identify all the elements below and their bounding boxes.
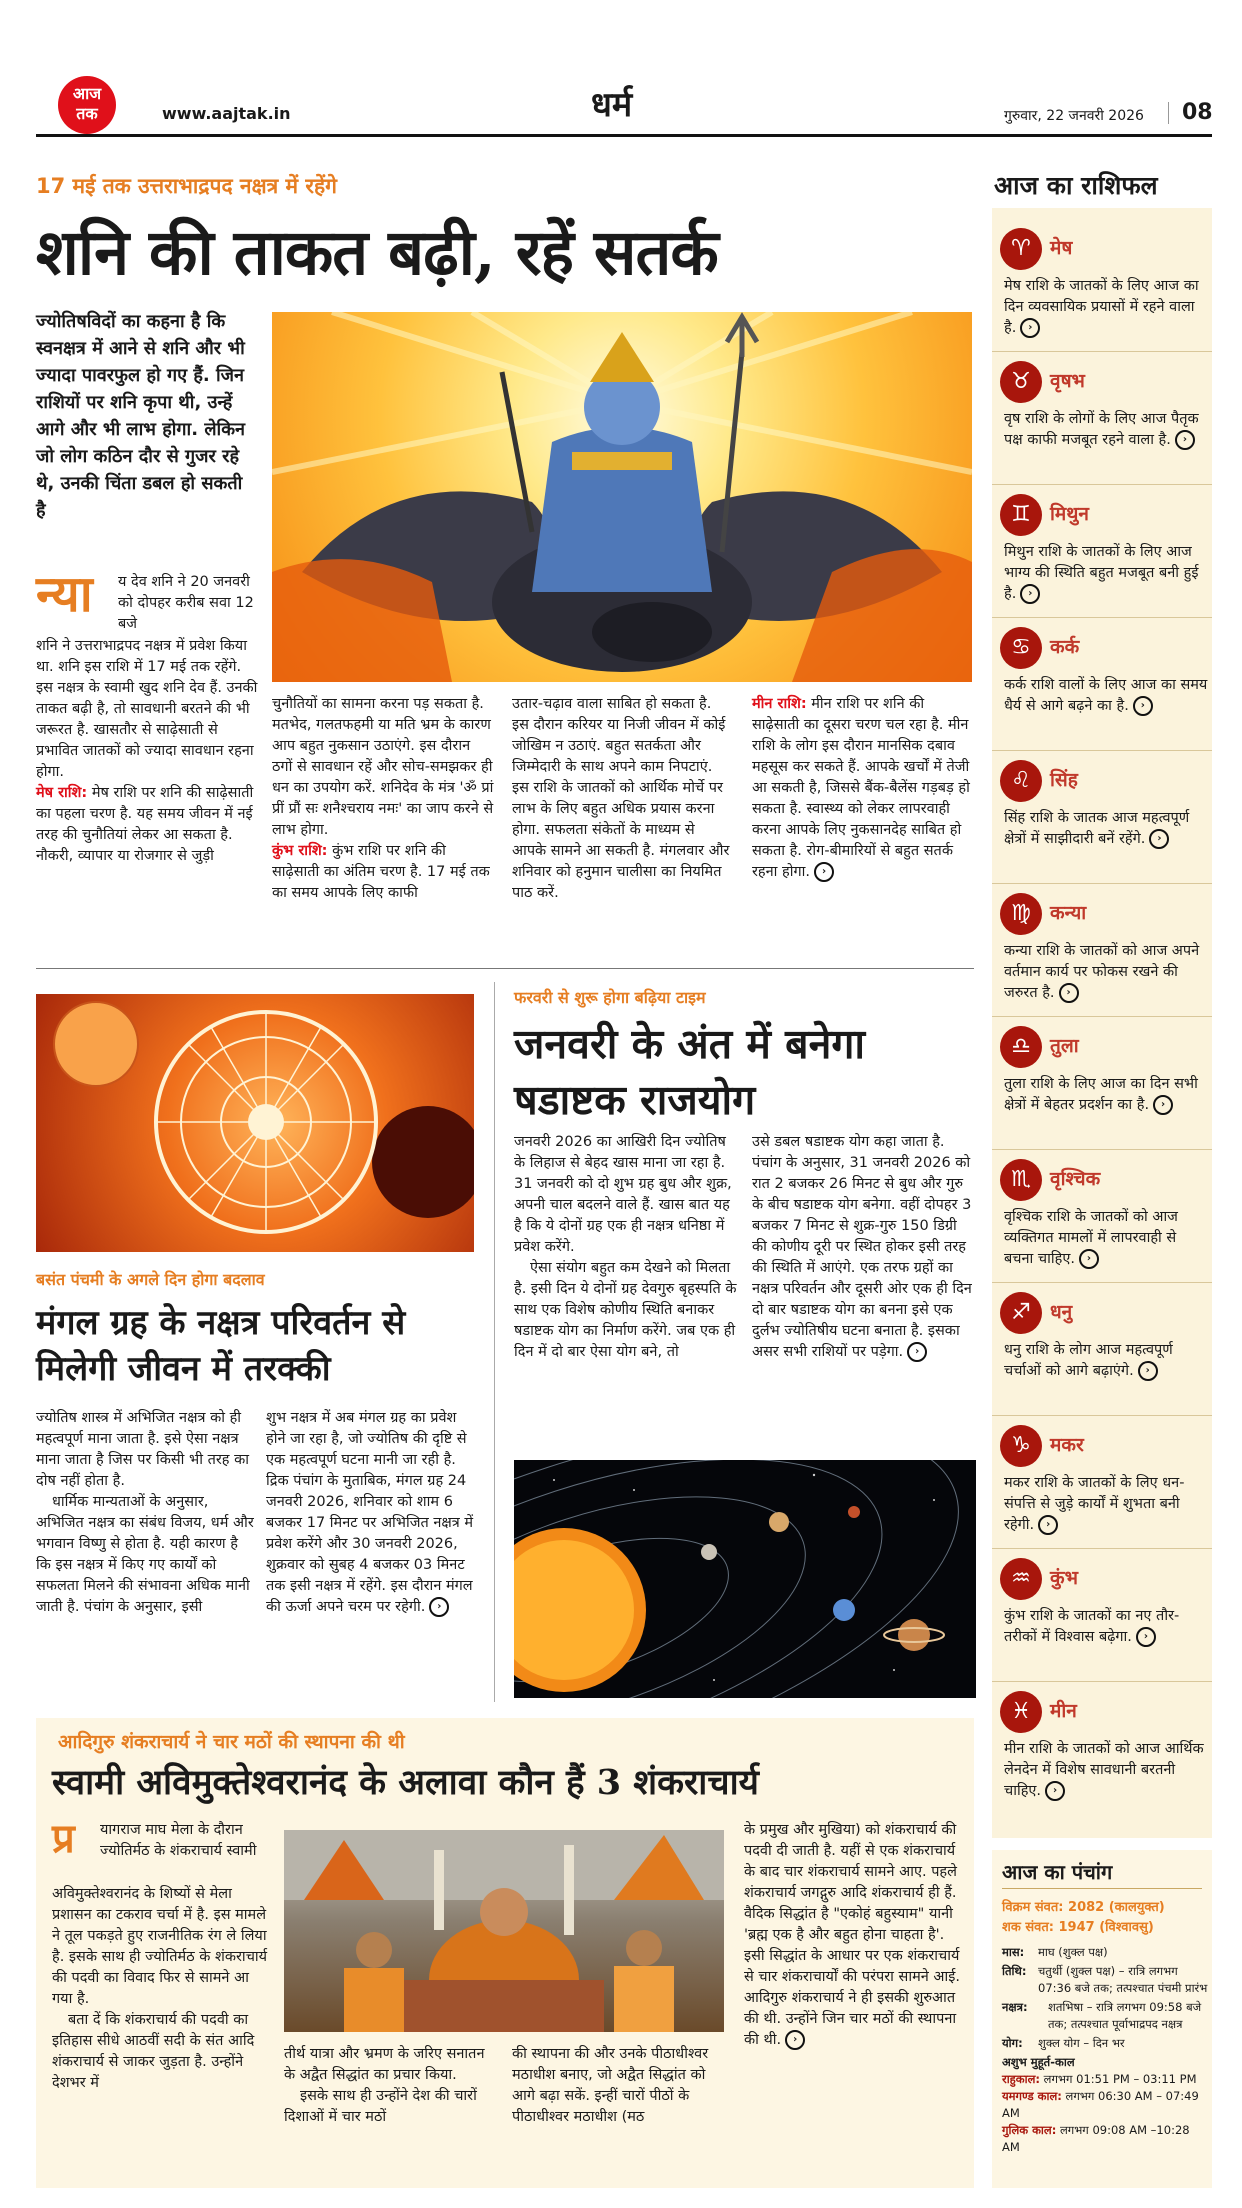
- issue-date: गुरुवार, 22 जनवरी 2026: [1004, 108, 1144, 124]
- read-more-icon[interactable]: ›: [1020, 318, 1040, 338]
- panchang-samvat: विक्रम संवत: 2082 (कालयुक्त) शक संवत: 1947 (विश्वावसु): [1002, 1900, 1165, 1935]
- read-more-icon[interactable]: ›: [1136, 1627, 1156, 1647]
- aajtak-logo[interactable]: आज तक: [58, 76, 116, 134]
- rashi-separator: [992, 1415, 1212, 1416]
- zodiac-icon: ♑: [1000, 1425, 1042, 1467]
- read-more-icon[interactable]: ›: [1038, 1515, 1058, 1535]
- read-more-icon[interactable]: ›: [429, 1597, 449, 1617]
- rashi-text: सिंह राशि के जातक आज महत्वपूर्ण क्षेत्रों में साझीदारी बनें रहेंगे. ›: [1004, 810, 1190, 847]
- rashifal-title: आज का राशिफल: [994, 171, 1158, 200]
- panchang-title: आज का पंचांग: [1002, 1860, 1113, 1884]
- lead-column-2: चुनौतियों का सामना करना पड़ सकता है. मतभेद, गलतफहमी या मति भ्रम के कारण आप बहुत नुकसान उठाएंगे. इस दौरान ठगों से सावधान रहें और सोच-समझकर ही धन का उपयोग करें. शनिदेव के मंत्र 'ॐ प्रां प्रीं प्रौं सः शनैश्चराय नमः' का जाप करने से लाभ होगा. कुंभ राशि: कुंभ राशि पर शनि की साढ़ेसाती का अंतिम चरण है. 17 मई तक का समय आपके लिए काफी: [272, 696, 494, 901]
- section-title: धर्म: [591, 85, 633, 125]
- read-more-icon[interactable]: ›: [1138, 1361, 1158, 1381]
- solar-system-image: [514, 1460, 976, 1698]
- website-url[interactable]: www.aajtak.in: [162, 104, 291, 123]
- zodiac-icon: ♍: [1000, 893, 1042, 935]
- read-more-icon[interactable]: ›: [1079, 1249, 1099, 1269]
- page-number: 08: [1182, 100, 1213, 125]
- read-more-icon[interactable]: ›: [907, 1342, 927, 1362]
- rashi-name: मकर: [1050, 1434, 1084, 1456]
- rashi-name: कर्क: [1050, 636, 1080, 658]
- read-more-icon[interactable]: ›: [1153, 1095, 1173, 1115]
- rashi-separator: [992, 351, 1212, 352]
- rashi-text: वृश्चिक राशि के जातकों को आज व्यक्तिगत मामलों में लापरवाही से बचना चाहिए. ›: [1004, 1209, 1178, 1267]
- read-more-icon[interactable]: ›: [1133, 696, 1153, 716]
- rashi-name: वृषभ: [1050, 370, 1085, 392]
- mangal-kicker: बसंत पंचमी के अगले दिन होगा बदलाव: [36, 1270, 265, 1289]
- rashi-separator: [992, 1681, 1212, 1682]
- rashi-text: कुंभ राशि के जातकों का नए तौर-तरीकों में विश्वास बढ़ेगा. ›: [1004, 1608, 1180, 1645]
- masthead: [36, 72, 1212, 138]
- rashi-name: मेष: [1050, 237, 1073, 259]
- zodiac-icon: ♉: [1000, 361, 1042, 403]
- rashi-name: तुला: [1050, 1035, 1079, 1057]
- rashi-text: धनु राशि के लोग आज महत्वपूर्ण चर्चाओं को आगे बढ़ाएंगे. ›: [1004, 1342, 1173, 1379]
- rashi-separator: [992, 617, 1212, 618]
- shankar-dropcap: प्र: [52, 1815, 75, 1862]
- zodiac-icon: ♈: [1000, 228, 1042, 270]
- lead-dropcap: न्या: [36, 564, 93, 623]
- lead-dropcap-text: य देव शनि ने 20 जनवरी को दोपहर करीब सवा 12 बजे: [118, 574, 254, 632]
- panchang-details: मास: माघ (शुक्ल पक्ष) तिथि: चतुर्थी (शुक्ल पक्ष) – रात्रि लगभग 07:36 बजे तक; तत्पश्चात पंचमी प्रारंभ नक्षत्र: शतभिषा – रात्रि लगभग 09:58 बजे तक; तत्पश्चात पूर्वाभाद्रपद नक्षत्र योग: शुक्ल योग – दिन भर अशुभ मुहूर्त-काल राहुकाल: लगभग 01:51 PM – 03:11 PM यमगण्ड काल: लगभग 06:30 AM – 07:49 AM गुलिक काल: लगभग 09:08 AM –10:28 AM: [1002, 1945, 1208, 2154]
- rashi-text: वृष राशि के लोगों के लिए आज पैतृक पक्ष काफी मजबूत रहने वाला है. ›: [1004, 411, 1199, 448]
- rashi-name: मिथुन: [1050, 503, 1089, 525]
- rajyog-kicker: फरवरी से शुरू होगा बढ़िया टाइम: [514, 988, 706, 1007]
- rashi-name: कुंभ: [1050, 1567, 1078, 1589]
- lead-kicker: 17 मई तक उत्तराभाद्रपद नक्षत्र में रहेंगे: [36, 174, 337, 198]
- shankar-dropcap-text: यागराज माघ मेला के दौरान ज्योतिर्मठ के शंकराचार्य स्वामी: [100, 1822, 257, 1859]
- read-more-icon[interactable]: ›: [1059, 983, 1079, 1003]
- rashi-separator: [992, 1016, 1212, 1017]
- lead-column-3: उतार-चढ़ाव वाला साबित हो सकता है. इस दौरान करियर या निजी जीवन में कोई जोखिम न उठाएं. बहुत सतर्कता और जिम्मेदारी के साथ अपने काम निपटाएं. इस राशि के जातकों को आर्थिक मोर्चे पर लाभ के लिए बहुत अधिक प्रयास करना होगा. सफलता संकेतों के माध्यम से आपके सामने आ सकती है. मंगलवार और शनिवार को हनुमान चालीसा का नियमित पाठ करें.: [512, 696, 730, 901]
- shankar-column-3: की स्थापना की और उनके पीठाधीश्वर मठाधीश बनाए, जो अद्वैत सिद्धांत को आगे बढ़ा सकें. इन्हीं चारों पीठों के पीठाधीश्वर मठाधीश (मठ: [512, 2046, 709, 2125]
- rashi-separator: [992, 1282, 1212, 1283]
- mangal-headline: मंगल ग्रह के नक्षत्र परिवर्तन से मिलेगी जीवन में तरक्की: [36, 1303, 406, 1389]
- rajyog-column-2: उसे डबल षडाष्टक योग कहा जाता है. पंचांग के अनुसार, 31 जनवरी 2026 को रात 2 बजकर 26 मिनट से बुध और गुरु के बीच षडाष्टक योग बनेगा. वहीं दोपहर 3 बजकर 7 मिनट से शुक्र-गुरु 150 डिग्री की कोणीय दूरी पर स्थित होकर इसी तरह की स्थिति में आएंगे. एक तरफ ग्रहों का नक्षत्र परिवर्तन और दूसरी ओर एक ही दिन दो बार षडाष्टक योग का बनना इसे एक दुर्लभ ज्योतिषीय घटना बनाता है. इसका असर सभी राशियों पर पड़ेगा. ›: [752, 1134, 972, 1360]
- shankar-kicker: आदिगुरु शंकराचार्य ने चार मठों की स्थापना की थी: [58, 1731, 405, 1753]
- rajyog-headline: जनवरी के अंत में बनेगा षडाष्टक राजयोग: [514, 1020, 866, 1124]
- rashi-text: मेष राशि के जातकों के लिए आज का दिन व्यवसायिक प्रयासों में रहने वाला है. ›: [1004, 278, 1199, 336]
- rashi-name: वृश्चिक: [1050, 1168, 1101, 1190]
- zodiac-icon: ♊: [1000, 494, 1042, 536]
- lead-intro: ज्योतिषविदों का कहना है कि स्वनक्षत्र में आने से शनि और भी ज्यादा पावरफुल हो गए हैं. जिन राशियों पर शनि कृपा थी, उन्हें आगे और भी लाभ होगा. लेकिन जो लोग कठिन दौर से गुजर रहे थे, उनकी चिंता डबल हो सकती है: [36, 311, 246, 521]
- column-divider: [494, 982, 495, 1702]
- rashi-name: धनु: [1050, 1301, 1073, 1323]
- lead-headline: शनि की ताकत बढ़ी, रहें सतर्क: [36, 215, 718, 289]
- shankar-column-4: के प्रमुख और मुखिया) को शंकराचार्य की पदवी दी जाती है. यहीं से एक शंकराचार्य के बाद चार शंकराचार्य सामने आए. पहले शंकराचार्य जगद्गुरु आदि शंकराचार्य ही हैं. वैदिक सिद्धांत है "एकोहं बहुस्याम" यानी 'ब्रह्म एक है और बहुत होना चाहता है'. इसी सिद्धांत के आधार पर एक शंकराचार्य से चार शंकराचार्यों की परंपरा सामने आई. आदिगुरु शंकराचार्य ने ही इसकी शुरुआत की थी. उन्होंने जिन चार मठों की स्थापना की थी. ›: [744, 1822, 960, 2048]
- rashi-text: तुला राशि के लिए आज का दिन सभी क्षेत्रों में बेहतर प्रदर्शन का है. ›: [1004, 1076, 1198, 1113]
- zodiac-icon: ♎: [1000, 1026, 1042, 1068]
- rashi-separator: [992, 750, 1212, 751]
- rashi-separator: [992, 883, 1212, 884]
- mangal-column-2: शुभ नक्षत्र में अब मंगल ग्रह का प्रवेश होने जा रहा है, जो ज्योतिष की दृष्टि से एक महत्वपूर्ण घटना मानी जा रही है. द्रिक पंचांग के मुताबिक, मंगल ग्रह 24 जनवरी 2026, शनिवार को शाम 6 बजकर 17 मिनट पर अभिजित नक्षत्र में प्रवेश करेंगे और 30 जनवरी 2026, शुक्रवार को सुबह 4 बजकर 03 मिनट तक इसी नक्षत्र में रहेंगे. इस दौरान मंगल की ऊर्जा अपने चरम पर रहेगी. ›: [266, 1410, 474, 1615]
- shankaracharya-photo: [284, 1830, 724, 2032]
- rashi-separator: [992, 484, 1212, 485]
- zodiac-icon: ♋: [1000, 627, 1042, 669]
- rashi-name: सिंह: [1050, 769, 1078, 791]
- rashi-text: कन्या राशि के जातकों को आज अपने वर्तमान कार्य पर फोकस रखने की जरुरत है. ›: [1004, 943, 1200, 1001]
- read-more-icon[interactable]: ›: [1020, 584, 1040, 604]
- section-divider: [36, 968, 974, 969]
- read-more-icon[interactable]: ›: [1045, 1781, 1065, 1801]
- rashi-text: मिथुन राशि के जातकों के लिए आज भाग्य की स्थिति बहुत मजबूत बनी हुई है. ›: [1004, 544, 1199, 602]
- zodiac-wheel-image: [36, 994, 474, 1252]
- read-more-icon[interactable]: ›: [814, 862, 834, 882]
- read-more-icon[interactable]: ›: [1175, 430, 1195, 450]
- shankar-column-2: तीर्थ यात्रा और भ्रमण के जरिए सनातन के अद्वैत सिद्धांत का प्रचार किया. इसके साथ ही उन्होंने देश की चारों दिशाओं में चार मठों: [284, 2046, 485, 2125]
- shani-dev-image: [272, 312, 972, 682]
- header-rule: [36, 134, 1212, 137]
- read-more-icon[interactable]: ›: [1149, 829, 1169, 849]
- rashi-text: मीन राशि के जातकों को आज आर्थिक लेनदेन में विशेष सावधानी बरतनी चाहिए. ›: [1004, 1741, 1204, 1799]
- rashi-name: मीन: [1050, 1700, 1077, 1722]
- rashi-separator: [992, 1548, 1212, 1549]
- zodiac-icon: ♏: [1000, 1159, 1042, 1201]
- rashi-separator: [992, 1149, 1212, 1150]
- zodiac-icon: ♐: [1000, 1292, 1042, 1334]
- shankar-column-1: अविमुक्तेश्वरानंद के शिष्यों से मेला प्रशासन का टकराव चर्चा में है. इस मामले ने तूल पकड़ते हुए राजनीतिक रंग ले लिया है. इसके साथ ही ज्योतिर्मठ के शंकराचार्य की पदवी का विवाद फिर से सामने आ गया है. बता दें कि शंकराचार्य की पदवी का इतिहास सीधे आठवीं सदी के संत आदि शंकराचार्य से जाकर जुड़ता है. उन्होंने देशभर में: [52, 1886, 268, 2091]
- rajyog-column-1: जनवरी 2026 का आखिरी दिन ज्योतिष के लिहाज से बेहद खास माना जा रहा है. 31 जनवरी को दो शुभ ग्रह बुध और शुक्र, अपनी चाल बदलने वाले हैं. खास बात यह है कि ये दोनों ग्रह एक ही नक्षत्र धनिष्ठा में प्रवेश करेंगे. ऐसा संयोग बहुत कम देखने को मिलता है. इसी दिन ये दोनों ग्रह देवगुरु बृहस्पति के साथ एक विशेष कोणीय स्थिति बनाकर षडाष्टक योग का निर्माण करेंगे. जब एक ही दिन में दो बार ऐसा योग बने, तो: [514, 1134, 737, 1360]
- mangal-column-1: ज्योतिष शास्त्र में अभिजित नक्षत्र को ही महत्वपूर्ण माना जाता है. इसे ऐसा नक्षत्र माना जाता है जिस पर किसी भी तरह का दोष नहीं होता है. धार्मिक मान्यताओं के अनुसार, अभिजित नक्षत्र का संबंध विजय, धर्म और भगवान विष्णु से होता है. यही कारण है कि इस नक्षत्र में किए गए कार्यों को सफलता मिलने की संभावना अधिक मानी जाती है. पंचांग के अनुसार, इसी: [36, 1410, 254, 1615]
- lead-column-1: शनि ने उत्तराभाद्रपद नक्षत्र में प्रवेश किया था. शनि इस राशि में 17 मई तक रहेंगे. इस नक्षत्र के स्वामी खुद शनि देव हैं. उनकी ताकत बढ़ी है, तो सावधानी बरतने की भी जरूरत है. खासतौर से साढ़ेसाती से प्रभावित जातकों को ज्यादा सावधान रहना होगा. मेष राशि: मेष राशि पर शनि की साढ़ेसाती का पहला चरण है. यह समय जीवन में नई तरह की चुनौतियां लेकर आ सकता है. नौकरी, व्यापार या रोजगार से जुड़ी: [36, 638, 258, 864]
- zodiac-icon: ♒: [1000, 1558, 1042, 1600]
- zodiac-icon: ♓: [1000, 1691, 1042, 1733]
- shankar-headline: स्वामी अविमुक्तेश्वरानंद के अलावा कौन हैं 3 शंकराचार्य: [52, 1762, 759, 1803]
- zodiac-icon: ♌: [1000, 760, 1042, 802]
- read-more-icon[interactable]: ›: [785, 2030, 805, 2050]
- rashi-text: कर्क राशि वालों के लिए आज का समय धैर्य से आगे बढ़ने का है. ›: [1004, 677, 1208, 714]
- rashi-text: मकर राशि के जातकों के लिए धन-संपत्ति से जुड़े कार्यों में शुभता बनी रहेगी. ›: [1004, 1475, 1185, 1533]
- lead-column-4: मीन राशि: मीन राशि पर शनि की साढ़ेसाती का दूसरा चरण चल रहा है. मीन राशि के लोग इस दौरान मानसिक दबाव महसूस कर सकते हैं. आपके खर्चों में तेजी आ सकती है, जिससे बैंक-बैलेंस गड़बड़ हो सकता है. स्वास्थ्य को लेकर लापरवाही करना आपके लिए नुकसानदेह साबित हो सकता है. रोग-बीमारियों से बहुत सतर्क रहना होगा. ›: [752, 696, 970, 880]
- rashi-name: कन्या: [1050, 902, 1087, 924]
